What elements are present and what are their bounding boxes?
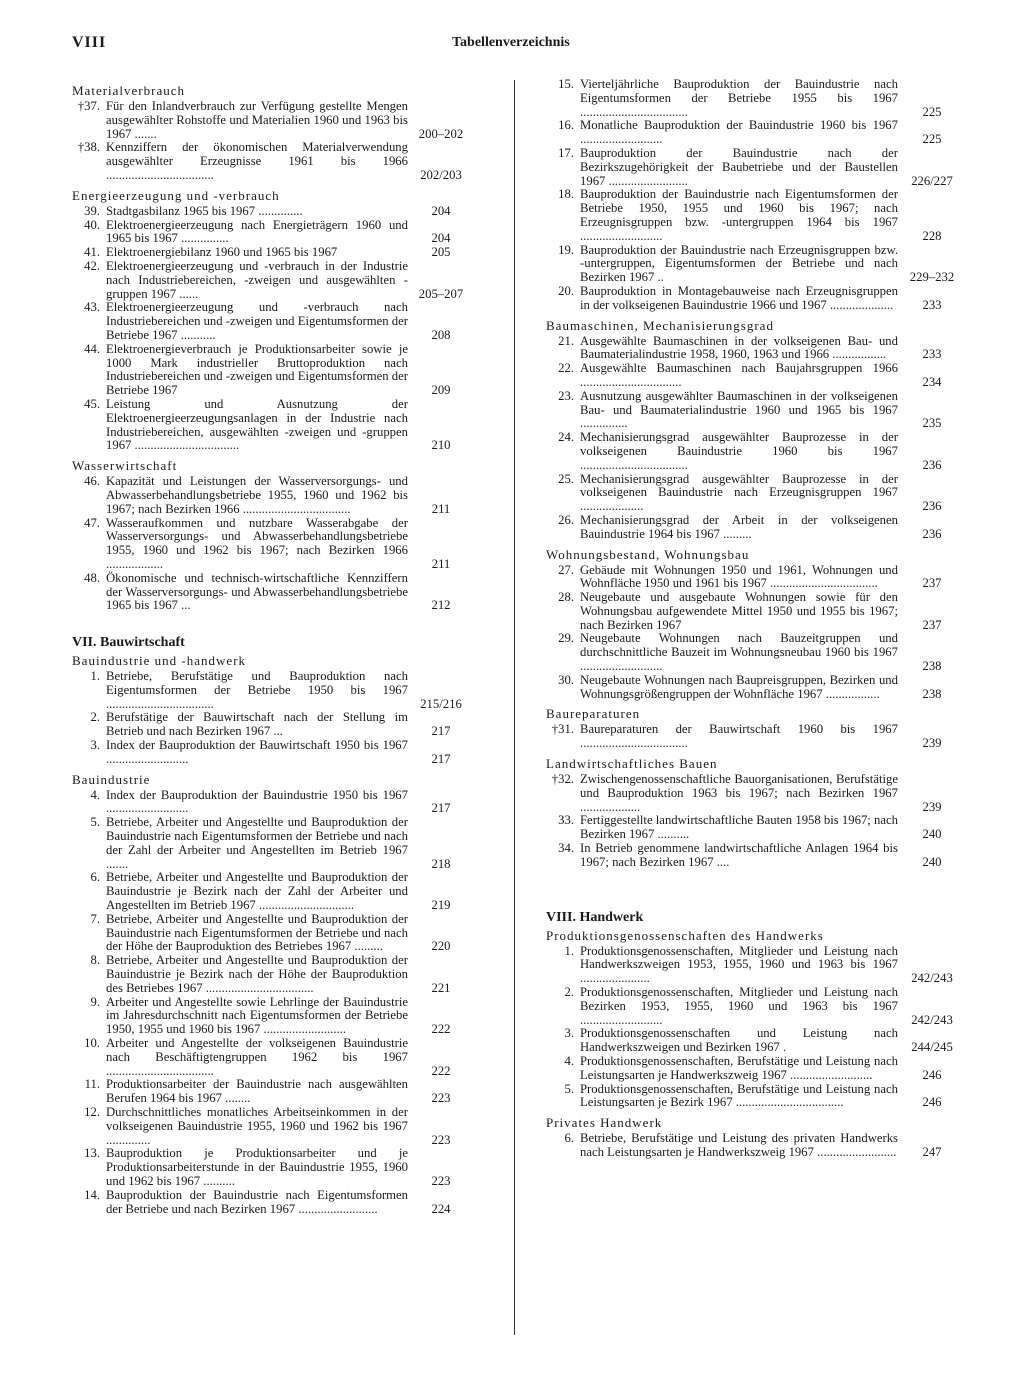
entry-page: 237 bbox=[922, 617, 942, 632]
entry-number: 23. bbox=[558, 388, 574, 403]
toc-entry bbox=[546, 78, 960, 119]
entry-page: 238 bbox=[922, 659, 942, 674]
entry-number: 47. bbox=[84, 515, 100, 530]
entry-page: 240 bbox=[922, 827, 942, 842]
entry-number: 18. bbox=[558, 187, 574, 202]
entry-page: 236 bbox=[922, 499, 942, 514]
entry-number: 48. bbox=[84, 570, 100, 585]
entry-title: Kapazität und Leistungen der Wasserversorgungs- und Abwasserbehandlungsbetriebe 1955, 1960 und 1962 bis 1967; nach Bezirken 1966 .................................. bbox=[106, 474, 408, 516]
entry-page: 205–207 bbox=[418, 286, 464, 301]
entry-title: Betriebe, Berufstätige und Bauproduktion nach Eigentumsformen der Betriebe 1950 bis 1967 .................................. bbox=[106, 669, 408, 711]
entry-number: 9. bbox=[90, 994, 100, 1009]
entry-title: Produktionsgenossenschaften, Mitglieder und Leistung nach Bezirken 1953, 1955, 1960 und 1963 bis 1967 .......................... bbox=[580, 985, 898, 1027]
left-column bbox=[72, 78, 468, 1216]
entry-number: 4. bbox=[564, 1054, 574, 1069]
entry-title: Elektroenergieerzeugung nach Energieträgern 1960 und 1965 bis 1967 ............... bbox=[106, 217, 408, 246]
entry-title: Mechanisierungsgrad der Arbeit in der volkseigenen Bauindustrie 1964 bis 1967 ......... bbox=[580, 512, 898, 541]
column-divider bbox=[514, 80, 515, 1335]
entry-title: Kennziffern der ökonomischen Materialverwendung ausgewählter Erzeugnisse 1961 bis 1966 .................................. bbox=[106, 140, 408, 182]
entry-title: Neugebaute und ausgebaute Wohnungen sowie für den Wohnungsbau aufgewendete Mittel 1950 und 1955 bis 1967; nach Bezirken 1967 bbox=[580, 590, 898, 632]
page-header bbox=[72, 34, 958, 58]
subsection-heading: Produktionsgenossenschaften des Handwerks bbox=[546, 927, 824, 943]
entry-title: Bauproduktion in Montagebauweise nach Erzeugnisgruppen in der volkseigenen Bauindustrie 1966 und 1967 .................... bbox=[580, 283, 898, 312]
entry-title: Elektroenergieverbrauch je Produktionsarbeiter sowie je 1000 Mark industrieller Bruttoproduktion nach Industriebereichen und -zweigen und Eigentumsformen der Betriebe 1967 bbox=[106, 341, 408, 398]
entry-title: Arbeiter und Angestellte sowie Lehrlinge der Bauindustrie im Jahresdurchschnitt nach Eigentumsformen der Betriebe 1950, 1955 und 1960 bis 1967 .......................... bbox=[106, 994, 408, 1037]
entry-title: Elektroenergiebilanz 1960 und 1965 bis 1967 bbox=[106, 245, 338, 260]
entry-number: 26. bbox=[558, 512, 574, 527]
toc-entry bbox=[72, 219, 468, 247]
entry-title: Wasseraufkommen und nutzbare Wasserabgabe der Wasserversorgungs- und Abwasserbehandlungsbetriebe 1955, 1960 und 1962 bis 1967; nach Bezirken 1966 .................. bbox=[106, 515, 408, 571]
toc-entry bbox=[546, 188, 960, 243]
entry-number: 29. bbox=[558, 631, 574, 646]
entry-title: Betriebe, Berufstätige und Leistung des privaten Handwerks nach Leistungsarten je Handwerkszweig 1967 ......................... bbox=[580, 1131, 898, 1159]
entry-number: 21. bbox=[558, 333, 574, 348]
subsection-heading: Baumaschinen, Mechanisierungsgrad bbox=[546, 317, 774, 333]
toc-entry bbox=[546, 390, 960, 431]
subsection-heading: Bauindustrie bbox=[72, 771, 151, 787]
entry-page: 235 bbox=[922, 416, 942, 431]
entry-title: Produktionsgenossenschaften, Mitglieder und Leistung nach Handwerkszweigen 1953, 1955, 1960 und 1963 bis 1967 ...................... bbox=[580, 943, 898, 986]
toc-entry bbox=[72, 205, 468, 219]
entry-title: Mechanisierungsgrad ausgewählter Bauprozesse in der volkseigenen Bauindustrie 1960 bis 1967 .................................. bbox=[580, 430, 898, 472]
toc-entry bbox=[546, 632, 960, 673]
toc-entry bbox=[72, 913, 468, 954]
entry-page: 238 bbox=[922, 686, 942, 701]
entry-title: Betriebe, Arbeiter und Angestellte und Bauproduktion der Bauindustrie nach Eigentumsformen der Betriebe und nach der Höhe der Bauproduktion des Betriebes 1967 ......... bbox=[106, 911, 408, 954]
toc-entry bbox=[72, 475, 468, 516]
entry-page: 224 bbox=[431, 1201, 451, 1216]
entry-title: Ausgewählte Baumaschinen in der volkseigenen Bau- und Baumaterialindustrie 1958, 1960, 1963 und 1966 ................. bbox=[580, 333, 898, 362]
entry-title: Arbeiter und Angestellte der volkseigenen Bauindustrie nach Beschäftigtengruppen 1962 bis 1967 .................................. bbox=[106, 1036, 408, 1078]
entry-page: 204 bbox=[431, 231, 451, 246]
entry-title: Berufstätige der Bauwirtschaft nach der Stellung im Betrieb und nach Bezirken 1967 ... bbox=[106, 710, 408, 739]
toc-entry bbox=[72, 816, 468, 871]
toc-entry bbox=[546, 362, 960, 390]
entry-number: 41. bbox=[84, 245, 100, 260]
toc-entry bbox=[546, 514, 960, 542]
entry-title: Neugebaute Wohnungen nach Baupreisgruppen, Bezirken und Wohnungsgrößengruppen der Wohnfläche 1967 ................. bbox=[580, 672, 898, 701]
entry-number: 1. bbox=[90, 669, 100, 684]
entry-title: Produktionsgenossenschaften, Berufstätige und Leistung nach Leistungsarten je Handwerkszweig 1967 .......................... bbox=[580, 1054, 898, 1082]
entry-number: 34. bbox=[558, 841, 574, 856]
toc-entry bbox=[546, 1083, 960, 1111]
entry-page: 223 bbox=[431, 1091, 451, 1106]
entry-page: 237 bbox=[922, 576, 942, 591]
entry-page: 212 bbox=[431, 598, 451, 613]
toc-entry bbox=[546, 244, 960, 285]
entry-number: †32. bbox=[551, 772, 574, 787]
entry-number: †31. bbox=[551, 722, 574, 737]
subsection-heading: Landwirtschaftliches Bauen bbox=[546, 756, 718, 772]
toc-entry bbox=[72, 100, 468, 141]
toc-entry bbox=[72, 739, 468, 767]
toc-entry bbox=[72, 711, 468, 739]
entry-title: Neugebaute Wohnungen nach Bauzeitgruppen und durchschnittliche Bauzeit im Wohnungsneubau 1960 bis 1967 .......................... bbox=[580, 631, 898, 674]
entry-number: 3. bbox=[564, 1026, 574, 1041]
entry-number: 42. bbox=[84, 258, 100, 273]
entry-title: Für den Inlandverbrauch zur Verfügung gestellte Mengen ausgewählter Rohstoffe und Materialien 1960 und 1963 bis 1967 ....... bbox=[106, 99, 408, 141]
running-title: Tabellenverzeichnis bbox=[452, 35, 570, 50]
toc-entry bbox=[546, 335, 960, 363]
toc-entry bbox=[72, 789, 468, 817]
entry-page: 215/216 bbox=[420, 696, 462, 711]
entry-number: 14. bbox=[84, 1187, 100, 1202]
toc-entry bbox=[72, 954, 468, 995]
toc-entry bbox=[72, 301, 468, 342]
entry-page: 244/245 bbox=[911, 1040, 953, 1055]
entry-title: Fertiggestellte landwirtschaftliche Bauten 1958 bis 1967; nach Bezirken 1967 .......... bbox=[580, 813, 898, 842]
entry-number: 25. bbox=[558, 471, 574, 486]
toc-entry bbox=[546, 814, 960, 842]
subsection-heading: Bauindustrie und -handwerk bbox=[72, 653, 247, 669]
entry-page: 246 bbox=[922, 1067, 942, 1082]
entry-title: Betriebe, Arbeiter und Angestellte und Bauproduktion der Bauindustrie je Bezirk nach der Zahl der Arbeiter und Angestellten im Betrieb 1967 .............................. bbox=[106, 870, 408, 913]
entry-page: 222 bbox=[431, 1063, 451, 1078]
entry-number: 16. bbox=[558, 118, 574, 133]
entry-title: Zwischengenossenschaftliche Bauorganisationen, Berufstätige und Bauproduktion 1963 bis 1967; nach Bezirken 1967 ................... bbox=[580, 772, 898, 814]
entry-title: Elektroenergieerzeugung und -verbrauch in der Industrie nach Industriebereichen, -zweigen und ausgewählten -gruppen 1967 ...... bbox=[106, 258, 408, 301]
entry-page: 219 bbox=[431, 898, 451, 913]
entry-page: 221 bbox=[431, 980, 451, 995]
toc-entry bbox=[546, 1132, 960, 1160]
toc-entry bbox=[72, 1189, 468, 1217]
entry-number: 6. bbox=[564, 1131, 574, 1146]
entry-page: 226/227 bbox=[911, 173, 953, 188]
entry-number: 1. bbox=[564, 943, 574, 958]
toc-entry bbox=[72, 996, 468, 1037]
entry-title: Ausnutzung ausgewählter Baumaschinen in der volkseigenen Bau- und Baumaterialindustrie 1960 und 1965 bis 1967 ............... bbox=[580, 388, 898, 431]
subsection-heading: Wasserwirtschaft bbox=[72, 458, 178, 474]
entry-number: 19. bbox=[558, 242, 574, 257]
toc-entry bbox=[72, 343, 468, 398]
entry-page: 225 bbox=[922, 104, 942, 119]
subsection-heading: Wohnungsbestand, Wohnungsbau bbox=[546, 546, 750, 562]
entry-title: Bauproduktion je Produktionsarbeiter und je Produktionsarbeiterstunde in der Bauindustrie 1955, 1960 und 1962 bis 1967 .......... bbox=[106, 1146, 408, 1188]
entry-number: 33. bbox=[558, 813, 574, 828]
entry-page: 211 bbox=[431, 556, 451, 571]
entry-page: 209 bbox=[431, 383, 451, 398]
entry-title: Mechanisierungsgrad ausgewählter Bauprozesse in der volkseigenen Bauindustrie nach Erzeugnisgruppen 1967 .................... bbox=[580, 471, 898, 514]
entry-number: 5. bbox=[90, 815, 100, 830]
entry-page: 202/203 bbox=[420, 167, 462, 182]
section-heading: VII. Bauwirtschaft bbox=[72, 635, 185, 651]
entry-page: 223 bbox=[431, 1132, 451, 1147]
entry-number: 30. bbox=[558, 672, 574, 687]
entry-title: Ausgewählte Baumaschinen nach Baujahrsgruppen 1966 ................................ bbox=[580, 361, 898, 389]
entry-title: Produktionsarbeiter der Bauindustrie nach ausgewählten Berufen 1964 bis 1967 ........ bbox=[106, 1077, 408, 1106]
entry-title: Monatliche Bauproduktion der Bauindustrie 1960 bis 1967 .......................... bbox=[580, 118, 898, 147]
entry-number: 10. bbox=[84, 1036, 100, 1051]
subsection-heading: Energieerzeugung und -verbrauch bbox=[72, 187, 280, 203]
entry-number: 8. bbox=[90, 953, 100, 968]
entry-number: 2. bbox=[90, 710, 100, 725]
entry-number: 44. bbox=[84, 341, 100, 356]
entry-page: 222 bbox=[431, 1022, 451, 1037]
entry-number: †38. bbox=[77, 140, 100, 155]
entry-title: Gebäude mit Wohnungen 1950 und 1961, Wohnungen und Wohnfläche 1950 und 1961 bis 1967 .................................. bbox=[580, 562, 898, 591]
entry-number: 15. bbox=[558, 77, 574, 91]
entry-page: 220 bbox=[431, 939, 451, 954]
entry-number: 40. bbox=[84, 217, 100, 232]
entry-title: Baureparaturen der Bauwirtschaft 1960 bis 1967 .................................. bbox=[580, 722, 898, 751]
entry-title: Index der Bauproduktion der Bauwirtschaft 1950 bis 1967 .......................... bbox=[106, 738, 408, 766]
entry-page: 233 bbox=[922, 347, 942, 362]
toc-entry bbox=[546, 119, 960, 147]
entry-title: Elektroenergieerzeugung und -verbrauch nach Industriebereichen und -zweigen und Eigentumsformen der Betriebe 1967 ........... bbox=[106, 300, 408, 342]
toc-entry bbox=[72, 572, 468, 613]
entry-page: 217 bbox=[431, 801, 451, 816]
entry-page: 211 bbox=[431, 501, 451, 516]
entry-number: 17. bbox=[558, 145, 574, 160]
entry-number: 12. bbox=[84, 1105, 100, 1119]
toc-entry bbox=[546, 473, 960, 514]
entry-number: †37. bbox=[77, 99, 100, 113]
entry-title: Ökonomische und technisch-wirtschaftliche Kennziffern der Wasserversorgungs- und Abwasserbehandlungsbetriebe 1965 bis 1967 ... bbox=[106, 570, 408, 613]
entry-title: Stadtgasbilanz 1965 bis 1967 .............. bbox=[106, 203, 303, 218]
toc-entry bbox=[546, 945, 960, 986]
toc-entry bbox=[546, 147, 960, 188]
entry-title: Betriebe, Arbeiter und Angestellte und Bauproduktion der Bauindustrie nach Eigentumsformen der Betriebe und nach der Zahl der Arbeiter und Angestellten im Betrieb 1967 ....... bbox=[106, 815, 408, 871]
entry-title: Produktionsgenossenschaften, Berufstätige und Leistung nach Leistungsarten je Bezirk 1967 .................................. bbox=[580, 1081, 898, 1110]
entry-title: Bauproduktion der Bauindustrie nach Erzeugnisgruppen bzw. -untergruppen, Eigentumsformen der Betriebe und nach Bezirken 1967 .. bbox=[580, 242, 898, 285]
entry-number: 20. bbox=[558, 283, 574, 298]
toc-entry bbox=[546, 431, 960, 472]
entry-number: 28. bbox=[558, 590, 574, 605]
entry-page: 247 bbox=[922, 1145, 942, 1159]
section-heading: VIII. Handwerk bbox=[546, 909, 644, 925]
entry-page: 223 bbox=[431, 1173, 451, 1188]
entry-title: Leistung und Ausnutzung der Elektroenergieerzeugungsanlagen in der Industrie nach Industriebereichen, ausgewählten -zweigen und -gruppen 1967 ................................. bbox=[106, 396, 408, 453]
toc-entry bbox=[72, 1037, 468, 1078]
entry-page: 236 bbox=[922, 526, 942, 541]
toc-entry bbox=[546, 1027, 960, 1055]
entry-page: 204 bbox=[431, 203, 451, 218]
entry-number: 4. bbox=[90, 787, 100, 802]
toc-entry bbox=[546, 591, 960, 632]
entry-title: In Betrieb genommene landwirtschaftliche Anlagen 1964 bis 1967; nach Bezirken 1967 .... bbox=[580, 841, 898, 869]
page-number: VIII bbox=[72, 34, 107, 51]
subsection-heading: Materialverbrauch bbox=[72, 83, 186, 98]
entry-page: 239 bbox=[922, 736, 942, 751]
entry-number: 5. bbox=[564, 1081, 574, 1096]
entry-number: 7. bbox=[90, 911, 100, 926]
entry-number: 22. bbox=[558, 361, 574, 376]
entry-page: 242/243 bbox=[911, 1012, 953, 1027]
entry-title: Bauproduktion der Bauindustrie nach Eigentumsformen der Betriebe und nach Bezirken 1967 ......................... bbox=[106, 1187, 408, 1216]
entry-number: 46. bbox=[84, 474, 100, 489]
toc-entry bbox=[72, 1106, 468, 1147]
entry-page: 236 bbox=[922, 457, 942, 472]
toc-entry bbox=[72, 517, 468, 572]
toc-entry bbox=[546, 285, 960, 313]
entry-number: 24. bbox=[558, 430, 574, 445]
entry-page: 225 bbox=[922, 132, 942, 147]
entry-number: 27. bbox=[558, 562, 574, 577]
entry-page: 200–202 bbox=[418, 126, 464, 141]
entry-title: Produktionsgenossenschaften und Leistung nach Handwerkszweigen und Bezirken 1967 . bbox=[580, 1026, 898, 1055]
entry-number: 2. bbox=[564, 985, 574, 1000]
entry-page: 229–232 bbox=[909, 270, 955, 285]
entry-page: 218 bbox=[431, 856, 451, 871]
toc-entry bbox=[546, 564, 960, 592]
entry-page: 240 bbox=[922, 854, 942, 869]
toc-entry bbox=[72, 871, 468, 912]
entry-page: 246 bbox=[922, 1095, 942, 1110]
right-column bbox=[546, 78, 960, 1160]
entry-number: 45. bbox=[84, 396, 100, 411]
entry-number: 11. bbox=[84, 1077, 100, 1092]
entry-title: Betriebe, Arbeiter und Angestellte und Bauproduktion der Bauindustrie je Bezirk nach der Höhe der Bauproduktion des Betriebes 1967 .................................. bbox=[106, 953, 408, 995]
toc-entry bbox=[72, 260, 468, 301]
entry-page: 239 bbox=[922, 799, 942, 814]
entry-page: 234 bbox=[922, 374, 942, 389]
entry-title: Index der Bauproduktion der Bauindustrie 1950 bis 1967 .......................... bbox=[106, 787, 408, 816]
section-gap bbox=[546, 870, 960, 888]
entry-page: 242/243 bbox=[911, 971, 953, 986]
entry-page: 205 bbox=[431, 245, 451, 260]
toc-entry bbox=[72, 670, 468, 711]
entry-number: 6. bbox=[90, 870, 100, 885]
toc-entry bbox=[72, 1147, 468, 1188]
toc-entry bbox=[546, 674, 960, 702]
toc-entry bbox=[546, 842, 960, 870]
subsection-heading: Privates Handwerk bbox=[546, 1115, 663, 1131]
toc-entry bbox=[72, 398, 468, 453]
entry-number: 3. bbox=[90, 738, 100, 753]
entry-page: 228 bbox=[922, 228, 942, 243]
entry-page: 233 bbox=[922, 297, 942, 312]
toc-entry bbox=[72, 1078, 468, 1106]
toc-entry bbox=[546, 773, 960, 814]
entry-number: 43. bbox=[84, 300, 100, 315]
entry-number: 13. bbox=[84, 1146, 100, 1161]
entry-title: Bauproduktion der Bauindustrie nach der Bezirkszugehörigkeit der Baubetriebe und der Baustellen 1967 ......................... bbox=[580, 145, 898, 188]
toc-entry bbox=[546, 1055, 960, 1083]
subsection-heading: Baureparaturen bbox=[546, 706, 641, 722]
entry-page: 217 bbox=[431, 751, 451, 766]
entry-title: Bauproduktion der Bauindustrie nach Eigentumsformen der Betriebe 1950, 1955 und 1960 bis 1967; nach Erzeugnisgruppen bzw. -untergruppen 1964 bis 1967 .......................... bbox=[580, 187, 898, 243]
entry-page: 217 bbox=[431, 724, 451, 739]
toc-entry bbox=[72, 246, 468, 260]
entry-number: 39. bbox=[84, 203, 100, 218]
entry-title: Durchschnittliches monatliches Arbeitseinkommen in der volkseigenen Bauindustrie 1955, 1960 und 1962 bis 1967 .............. bbox=[106, 1105, 408, 1147]
toc-entry bbox=[72, 141, 468, 182]
entry-page: 208 bbox=[431, 327, 451, 342]
entry-title: Vierteljährliche Bauproduktion der Bauindustrie nach Eigentumsformen der Betriebe 1955 bis 1967 .................................. bbox=[580, 77, 898, 119]
toc-entry bbox=[546, 986, 960, 1027]
toc-entry bbox=[546, 723, 960, 751]
entry-page: 210 bbox=[431, 438, 451, 453]
